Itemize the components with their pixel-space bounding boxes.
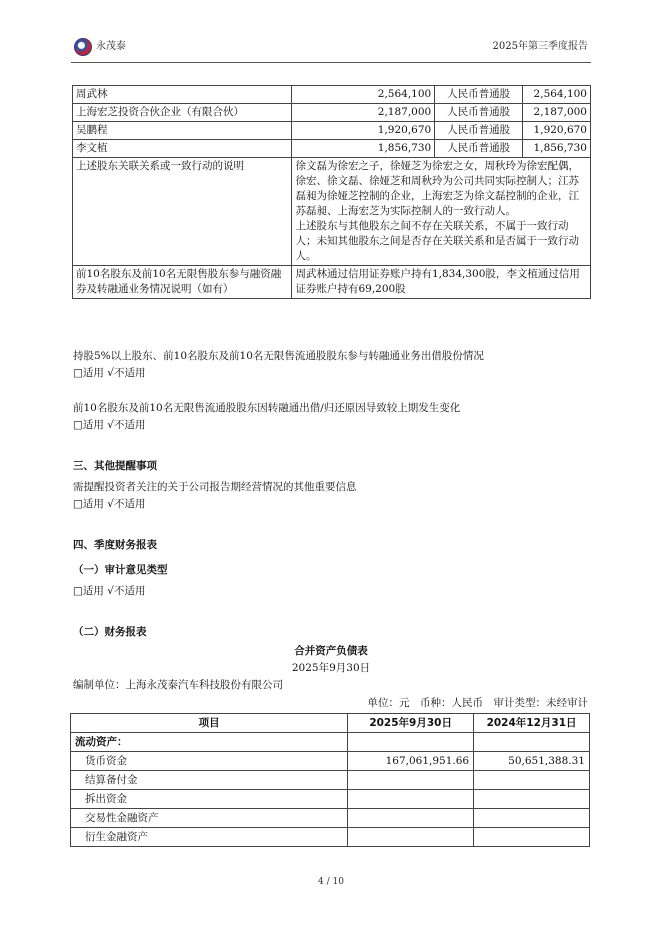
shareholder-shares: 2,564,100: [292, 86, 435, 104]
share-count: 1,856,730: [523, 140, 591, 158]
share-type: 人民币普通股: [435, 122, 523, 140]
table-row: [73, 104, 591, 122]
company-logo-icon: [74, 38, 92, 56]
balance-sheet-unit: 单位：元 币种：人民币 审计类型：未经审计: [367, 697, 588, 709]
share-type: 人民币普通股: [435, 86, 523, 104]
subsection-audit-opinion: （一）审计意见类型: [73, 564, 168, 576]
table-header-row: [71, 714, 590, 733]
value-current: [348, 809, 474, 828]
section-other-option: □适用 √不适用: [73, 498, 146, 510]
note-option-change: □适用 √不适用: [73, 419, 146, 431]
shareholder-name: 上海宏芝投资合伙企业（有限合伙）: [73, 104, 292, 122]
shareholder-table: [72, 85, 591, 299]
table-row: [71, 828, 590, 847]
table-row: [73, 266, 591, 299]
relation-text-2: 上述股东与其他股东之间不存在关联关系，不属于一致行动人；未知其他股东之间是否存在关联关系和是否属于一致行动人。: [295, 220, 579, 262]
section-other-text: 需提醒投资者关注的关于公司报告期经营情况的其他重要信息: [73, 481, 357, 493]
line-item: 结算备付金: [71, 771, 348, 790]
table-row: [71, 790, 590, 809]
value-prior: [474, 828, 590, 847]
column-header-current: 2025年9月30日: [348, 714, 474, 733]
shareholder-shares: 1,920,670: [292, 122, 435, 140]
share-count: 1,920,670: [523, 122, 591, 140]
margin-label: 前10名股东及前10名无限售股东参与融资融券及转融通业务情况说明（如有）: [73, 266, 292, 299]
section-heading-other: 三、其他提醒事项: [73, 460, 157, 472]
column-header-prior: 2024年12月31日: [474, 714, 590, 733]
audit-opinion-option: □适用 √不适用: [73, 585, 146, 597]
value-current: [348, 771, 474, 790]
table-row: [71, 809, 590, 828]
line-item: 拆出资金: [71, 790, 348, 809]
shareholder-name: 李文植: [73, 140, 292, 158]
value-current: [348, 828, 474, 847]
balance-sheet-date: 2025年9月30日: [291, 662, 371, 674]
line-item: 交易性金融资产: [71, 809, 348, 828]
shareholder-name: 周武林: [73, 86, 292, 104]
relation-text-1: 徐文磊为徐宏之子，徐娅芝为徐宏之女，周秋玲为徐宏配偶，徐宏、徐文磊、徐娅芝和周秋玲为公司共同实际控制人；江苏磊昶为徐娅芝控制的企业，上海宏芝为徐文磊控制的企业，江苏磊昶、上海宏芝为实际控制人的一致行动人。: [295, 160, 579, 217]
table-row: [73, 140, 591, 158]
share-count: 2,564,100: [523, 86, 591, 104]
shareholder-shares: 1,856,730: [292, 140, 435, 158]
line-item: 衍生金融资产: [71, 828, 348, 847]
section-heading-financials: 四、季度财务报表: [73, 539, 157, 551]
table-row: [71, 752, 590, 771]
note-title-lending: 持股5%以上股东、前10名股东及前10名无限售流通股股东参与转融通业务出借股份情况: [73, 350, 484, 362]
table-row: [71, 771, 590, 790]
note-title-change: 前10名股东及前10名无限售流通股股东因转融通出借/归还原因导致较上期发生变化: [73, 402, 461, 414]
table-row: [71, 733, 590, 752]
value-prior: 50,651,388.31: [474, 752, 590, 771]
company-short-name: 永茂泰: [96, 41, 126, 52]
table-row: [73, 158, 591, 266]
value-prior: [474, 790, 590, 809]
share-type: 人民币普通股: [435, 140, 523, 158]
table-row: [73, 86, 591, 104]
balance-sheet-title: 合并资产负债表: [294, 645, 368, 657]
margin-description: 周武林通过信用证券账户持有1,834,300股，李文植通过信用证券账户持有69,200股: [292, 266, 591, 299]
value-current: 167,061,951.66: [348, 752, 474, 771]
table-row: [73, 122, 591, 140]
share-type: 人民币普通股: [435, 104, 523, 122]
value-prior: [474, 771, 590, 790]
balance-sheet-preparer: 编制单位：上海永茂泰汽车科技股份有限公司: [73, 679, 283, 691]
share-count: 2,187,000: [523, 104, 591, 122]
current-assets-label: 流动资产：: [71, 733, 348, 752]
page-number: 4 / 10: [318, 877, 344, 887]
value-current: [348, 790, 474, 809]
subsection-financial-statements: （二）财务报表: [73, 626, 147, 638]
column-header-item: 项目: [71, 714, 348, 733]
shareholder-shares: 2,187,000: [292, 104, 435, 122]
empty-cell: [348, 733, 474, 752]
header-divider: [71, 62, 591, 63]
note-option-lending: □适用 √不适用: [73, 367, 146, 379]
balance-sheet-table: [70, 713, 590, 847]
empty-cell: [474, 733, 590, 752]
shareholder-name: 吴鹏程: [73, 122, 292, 140]
relation-label: 上述股东关联关系或一致行动的说明: [73, 158, 292, 266]
line-item: 货币资金: [71, 752, 348, 771]
report-title: 2025年第三季度报告: [492, 41, 588, 52]
value-prior: [474, 809, 590, 828]
relation-description: [292, 158, 591, 266]
